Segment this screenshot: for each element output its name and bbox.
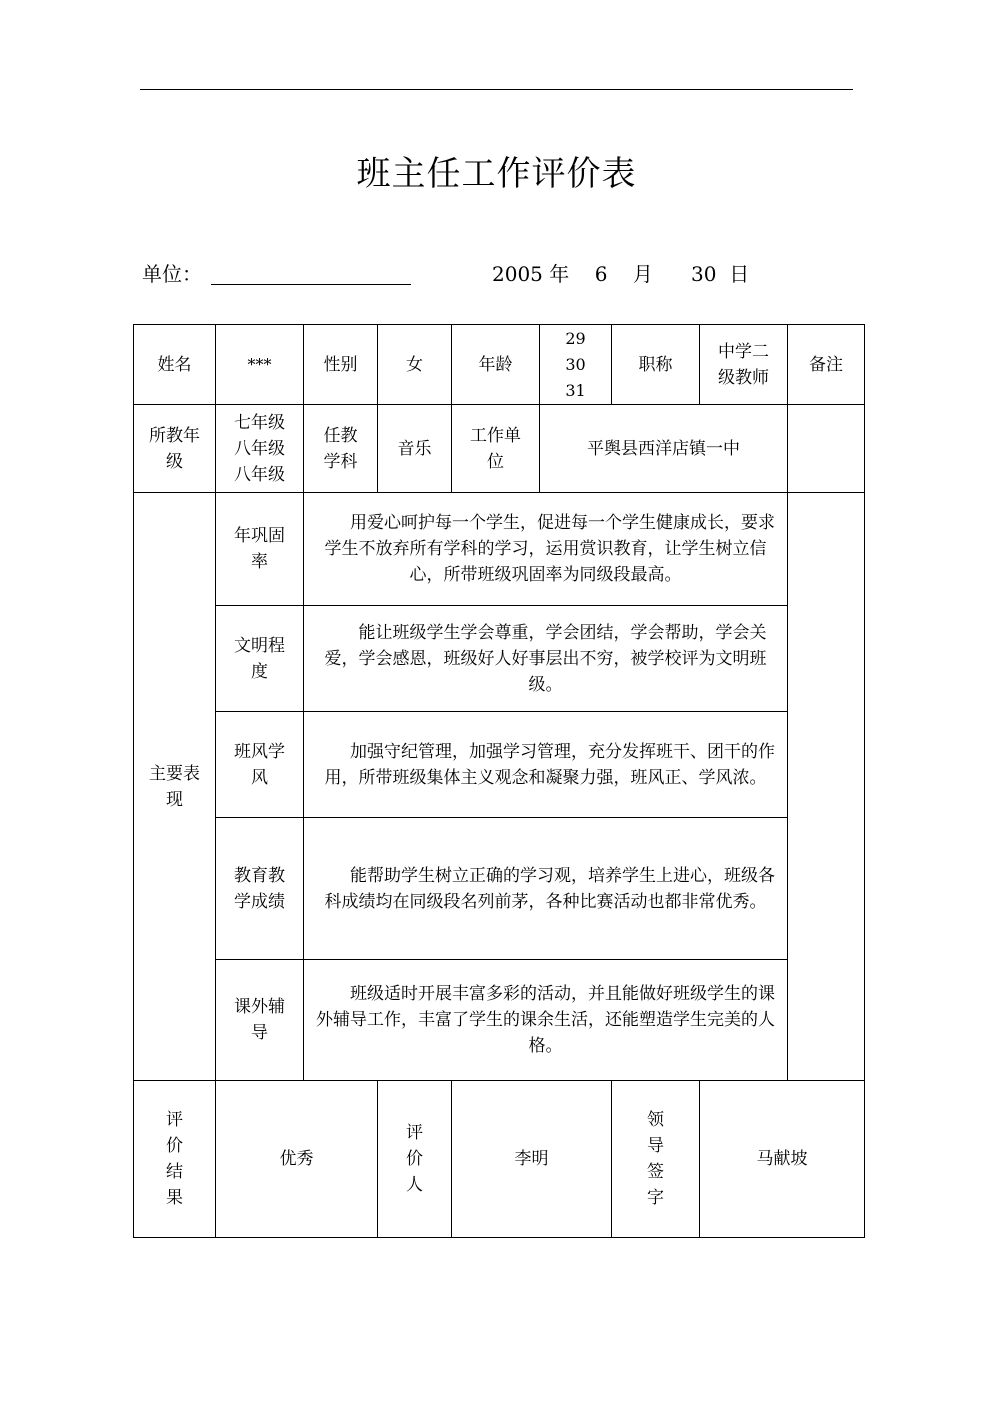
- performance-item-label: [216, 712, 304, 818]
- remarks-cell: [788, 405, 865, 493]
- result-label-char: 价: [166, 1136, 183, 1156]
- leader-label-char: 导: [647, 1136, 664, 1156]
- grade-label-line: 所教年: [149, 425, 200, 446]
- performance-item-text: [304, 712, 788, 818]
- performance-item-text: [304, 818, 788, 960]
- title-value-line: 中学二: [718, 341, 769, 362]
- date-year: 2005: [492, 262, 543, 286]
- evaluator-label-char: 评: [406, 1123, 423, 1143]
- unit-label: 单位：: [142, 262, 202, 286]
- table-row: [134, 960, 865, 1081]
- performance-item-label-line: 率: [251, 552, 268, 572]
- workplace-value: 平舆县西洋店镇一中: [540, 405, 788, 493]
- evaluator-label: [378, 1081, 452, 1238]
- performance-item-label-line: 学成绩: [234, 891, 285, 912]
- page-title: 班主任工作评价表: [356, 154, 637, 194]
- performance-label: [134, 493, 216, 1081]
- date-month-label: 月: [632, 262, 653, 286]
- grade-value-line: 八年级: [234, 438, 285, 459]
- result-label-char: 果: [166, 1188, 183, 1208]
- age-value-line: 29: [565, 328, 586, 348]
- performance-item-paragraph: 加强守纪管理，加强学习管理，充分发挥班干、团干的作用，所带班级集体主义观念和凝聚力强，班风正、学风浓。: [324, 741, 775, 788]
- name-value: ***: [216, 325, 304, 405]
- performance-item-text: [304, 606, 788, 712]
- date-line: [492, 258, 749, 287]
- date-year-label: 年: [549, 262, 570, 286]
- age-label: 年龄: [452, 325, 540, 405]
- performance-item-label-line: 文明程: [234, 635, 285, 656]
- workplace-label-line: 工作单: [470, 425, 521, 446]
- evaluator-label-char: 价: [406, 1149, 423, 1169]
- performance-item-label: [216, 606, 304, 712]
- result-label-char: 评: [166, 1110, 183, 1130]
- performance-item-label-line: 课外辅: [234, 997, 285, 1017]
- grade-value-line: 八年级: [234, 464, 285, 485]
- performance-label-line: 主要表: [149, 763, 200, 784]
- title-value: [700, 325, 788, 405]
- leader-label-char: 签: [647, 1162, 664, 1182]
- grade-label: [134, 405, 216, 493]
- performance-item-paragraph: 能让班级学生学会尊重，学会团结，学会帮助，学会关爱，学会感恩，班级好人好事层出不穷，被学校评为文明班级。: [324, 622, 767, 695]
- performance-item-label: [216, 493, 304, 606]
- table-row: [134, 712, 865, 818]
- age-value: [540, 325, 612, 405]
- workplace-label-line: 位: [487, 451, 504, 472]
- subject-label: [304, 405, 378, 493]
- leader-signature-value: 马献坡: [700, 1081, 865, 1238]
- result-label: [134, 1081, 216, 1238]
- table-row: [134, 818, 865, 960]
- date-day: 30: [691, 262, 717, 286]
- name-label: 姓名: [134, 325, 216, 405]
- table-row: [134, 606, 865, 712]
- leader-label-char: 领: [647, 1110, 664, 1130]
- performance-item-label: [216, 818, 304, 960]
- leader-signature-label: [612, 1081, 700, 1238]
- performance-label-line: 现: [166, 789, 183, 810]
- performance-item-label-line: 教育教: [234, 865, 285, 886]
- grade-value: [216, 405, 304, 493]
- performance-remarks-cell: [788, 493, 865, 1081]
- evaluation-form-table: [133, 324, 865, 1238]
- performance-item-label-line: 导: [251, 1023, 268, 1043]
- performance-item-paragraph: 用爱心呵护每一个学生，促进每一个学生健康成长，要求学生不放弃所有学科的学习，运用赏识教育，让学生树立信心，所带班级巩固率为同级段最高。: [324, 513, 775, 585]
- performance-item-label: [216, 960, 304, 1081]
- gender-value: 女: [378, 325, 452, 405]
- performance-item-label-line: 班风学: [234, 741, 285, 762]
- subject-label-line: 学科: [323, 451, 358, 472]
- unit-blank-line: [211, 284, 411, 285]
- subject-label-line: 任教: [323, 425, 358, 446]
- table-row: [134, 1081, 865, 1238]
- title-value-line: 级教师: [718, 367, 769, 388]
- performance-item-text: [304, 960, 788, 1081]
- date-month: 6: [594, 262, 608, 286]
- performance-item-paragraph: 班级适时开展丰富多彩的活动，并且能做好班级学生的课外辅导工作，丰富了学生的课余生活，还能塑造学生完美的人格。: [316, 984, 775, 1056]
- workplace-label: [452, 405, 540, 493]
- performance-item-paragraph: 能帮助学生树立正确的学习观，培养学生上进心，班级各科成绩均在同级段名列前茅，各种比赛活动也都非常优秀。: [324, 865, 775, 912]
- title-label: 职称: [612, 325, 700, 405]
- performance-item-label-line: 年巩固: [234, 526, 285, 546]
- header-rule: [140, 89, 853, 90]
- evaluator-label-char: 人: [406, 1175, 423, 1195]
- remarks-label: 备注: [788, 325, 865, 405]
- result-label-char: 结: [166, 1162, 183, 1182]
- grade-value-line: 七年级: [234, 412, 285, 433]
- leader-label-char: 字: [647, 1188, 664, 1208]
- grade-label-line: 级: [166, 451, 183, 472]
- performance-item-label-line: 风: [251, 767, 268, 788]
- result-value: 优秀: [216, 1081, 378, 1238]
- age-value-line: 30: [565, 354, 586, 374]
- table-row: [134, 405, 865, 493]
- performance-item-label-line: 度: [251, 661, 268, 682]
- table-row: [134, 325, 865, 405]
- date-day-label: 日: [729, 262, 750, 286]
- age-value-line: 31: [565, 380, 586, 400]
- performance-item-text: [304, 493, 788, 606]
- subject-value: 音乐: [378, 405, 452, 493]
- evaluator-value: 李明: [452, 1081, 612, 1238]
- gender-label: 性别: [304, 325, 378, 405]
- table-row: [134, 493, 865, 606]
